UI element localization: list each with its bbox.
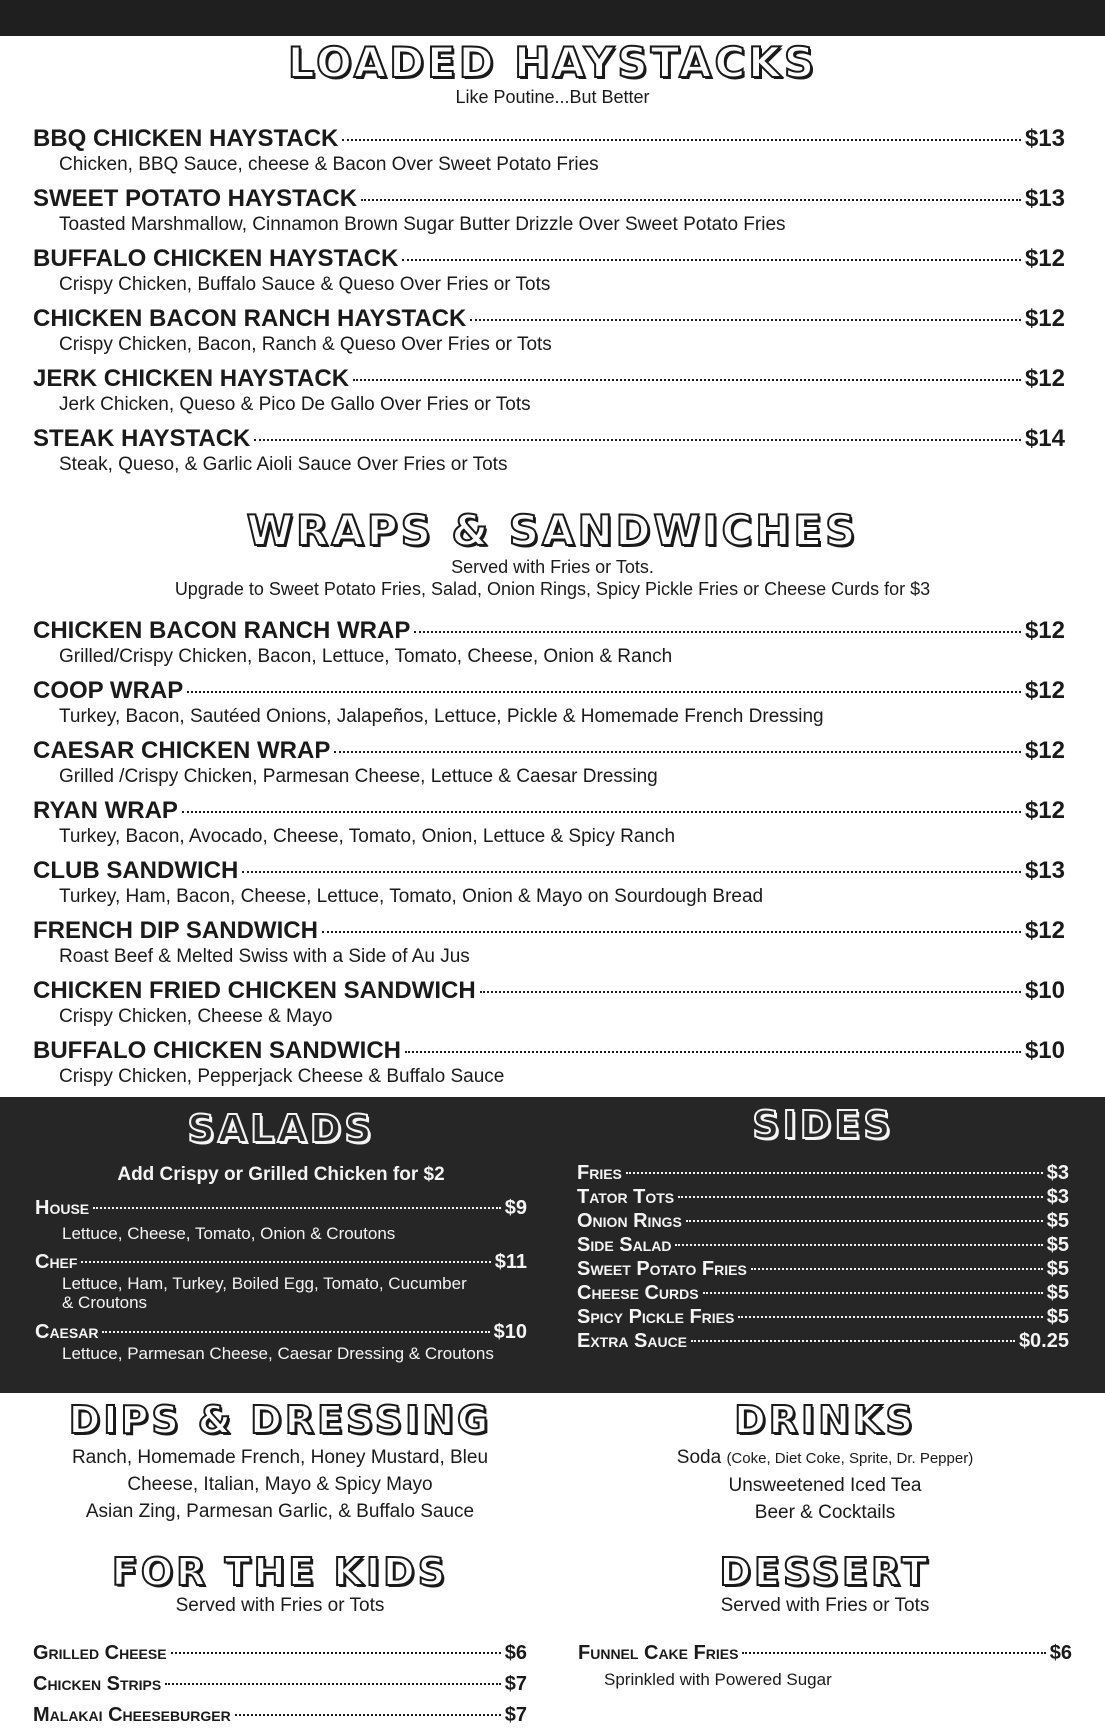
side-item (577, 1161, 1069, 1185)
dessert-section (578, 1550, 1072, 1692)
item-price: $13 (1024, 857, 1065, 884)
dot-leader (703, 1292, 1043, 1294)
dips-section (30, 1398, 530, 1525)
kids-subtitle: Served with Fries or Tots (175, 1595, 385, 1616)
menu-item (33, 245, 1065, 305)
item-price: $12 (1024, 737, 1065, 764)
item-price: $12 (1024, 617, 1065, 644)
side-item (577, 1281, 1069, 1305)
item-price: $11 (494, 1251, 527, 1273)
item-price: $3 (1046, 1186, 1069, 1208)
dessert-title: DESSERT (719, 1550, 931, 1594)
item-price: $3 (1046, 1162, 1069, 1184)
item-name: House (35, 1197, 90, 1219)
item-price: $5 (1046, 1306, 1069, 1328)
dot-leader (470, 319, 1021, 321)
dot-leader (342, 139, 1021, 141)
drinks-section (580, 1398, 1070, 1526)
drinks-soda (580, 1444, 1070, 1472)
wraps-upgrade-note: Upgrade to Sweet Potato Fries, Salad, Onion Rings, Spicy Pickle Fries or Cheese Curds for $3 (174, 579, 931, 599)
menu-item (33, 677, 1065, 737)
dot-leader (242, 871, 1021, 873)
dot-leader (414, 631, 1021, 633)
item-name: CHICKEN FRIED CHICKEN SANDWICH (33, 977, 476, 1004)
dot-leader (322, 931, 1021, 933)
item-description: Grilled/Crispy Chicken, Bacon, Lettuce, Tomato, Cheese, Onion & Ranch (59, 646, 673, 667)
item-description: Turkey, Bacon, Avocado, Cheese, Tomato, Onion, Lettuce & Spicy Ranch (59, 826, 676, 847)
item-description: Jerk Chicken, Queso & Pico De Gallo Over Fries or Tots (59, 394, 531, 415)
salads-section (35, 1107, 527, 1363)
salads-subtitle: Add Crispy or Grilled Chicken for $2 (117, 1164, 445, 1185)
dot-leader (182, 811, 1021, 813)
dot-leader (686, 1220, 1043, 1222)
dot-leader (678, 1196, 1043, 1198)
wraps-subtitle: Served with Fries or Tots. (451, 557, 654, 577)
item-name: BUFFALO CHICKEN HAYSTACK (33, 245, 399, 272)
dot-leader (751, 1268, 1043, 1270)
sides-list (577, 1161, 1069, 1353)
item-name: Spicy Pickle Fries (577, 1306, 735, 1328)
item-name: RYAN WRAP (33, 797, 178, 824)
item-name: Cheese Curds (577, 1282, 699, 1304)
dips-title: DIPS & DRESSING (68, 1398, 492, 1442)
item-price: $13 (1024, 185, 1065, 212)
dot-leader (102, 1331, 489, 1333)
item-price: $9 (504, 1197, 527, 1219)
salads-title: SALADS (187, 1107, 375, 1151)
item-description: Toasted Marshmallow, Cinnamon Brown Sugar Butter Drizzle Over Sweet Potato Fries (59, 214, 786, 235)
menu-item (33, 305, 1065, 365)
item-description: Crispy Chicken, Bacon, Ranch & Queso Over Fries or Tots (59, 334, 552, 355)
item-price: $5 (1046, 1234, 1069, 1256)
salads-sides-band (0, 1097, 1105, 1393)
dot-leader (93, 1207, 501, 1209)
item-price: $7 (504, 1673, 527, 1695)
menu-item (33, 797, 1065, 857)
menu-item (33, 365, 1065, 425)
kids-item (33, 1671, 527, 1702)
drinks-line: Unsweetened Iced Tea (728, 1475, 922, 1496)
item-name: Fries (577, 1162, 622, 1184)
item-description: Sprinkled with Powered Sugar (604, 1670, 832, 1689)
item-name: CLUB SANDWICH (33, 857, 239, 884)
item-name: JERK CHICKEN HAYSTACK (33, 365, 350, 392)
item-description: Turkey, Ham, Bacon, Cheese, Lettuce, Tomato, Onion & Mayo on Sourdough Bread (59, 886, 764, 907)
item-description: Lettuce, Parmesan Cheese, Caesar Dressing & Croutons (62, 1344, 494, 1363)
wraps-title: WRAPS & SANDWICHES (246, 506, 859, 555)
item-name: Sweet Potato Fries (577, 1258, 747, 1280)
dot-leader (405, 1051, 1021, 1053)
item-description: Crispy Chicken, Buffalo Sauce & Queso Over Fries or Tots (59, 274, 551, 295)
haystacks-subtitle: Like Poutine...But Better (455, 87, 650, 107)
item-description: Grilled /Crispy Chicken, Parmesan Cheese, Lettuce & Caesar Dressing (59, 766, 658, 787)
item-price: $5 (1046, 1282, 1069, 1304)
item-name: Grilled Cheese (33, 1642, 167, 1664)
side-item (577, 1305, 1069, 1329)
item-price: $12 (1024, 365, 1065, 392)
menu-item (33, 977, 1065, 1037)
menu-item (33, 917, 1065, 977)
drinks-title: DRINKS (734, 1398, 916, 1442)
item-price: $10 (493, 1321, 527, 1343)
item-price: $10 (1024, 977, 1065, 1004)
menu-item (33, 617, 1065, 677)
kids-list (33, 1640, 527, 1733)
dot-leader (361, 199, 1021, 201)
haystacks-list (33, 125, 1065, 485)
item-name: Extra Sauce (577, 1330, 688, 1352)
item-description: Steak, Queso, & Garlic Aioli Sauce Over Fries or Tots (59, 454, 508, 475)
soda-label: Soda (676, 1447, 722, 1468)
item-name: Chicken Strips (33, 1673, 162, 1695)
item-name: STEAK HAYSTACK (33, 425, 251, 452)
side-item (577, 1209, 1069, 1233)
item-price: $14 (1024, 425, 1065, 452)
item-price: $13 (1024, 125, 1065, 152)
dot-leader (691, 1340, 1015, 1342)
item-price: $10 (1024, 1037, 1065, 1064)
item-description: Roast Beef & Melted Swiss with a Side of Au Jus (59, 946, 470, 967)
dot-leader (187, 691, 1021, 693)
item-name: BUFFALO CHICKEN SANDWICH (33, 1037, 401, 1064)
item-price: $6 (504, 1642, 527, 1664)
item-price: $12 (1024, 917, 1065, 944)
item-price: $5 (1046, 1210, 1069, 1232)
salad-item (35, 1320, 527, 1363)
dot-leader (165, 1683, 501, 1685)
side-item (577, 1233, 1069, 1257)
drinks-line: Beer & Cocktails (754, 1502, 896, 1523)
dot-leader (675, 1244, 1042, 1246)
dot-leader (334, 751, 1021, 753)
dot-leader (171, 1652, 501, 1654)
dips-line: Asian Zing, Parmesan Garlic, & Buffalo Sauce (85, 1501, 475, 1522)
item-name: CHICKEN BACON RANCH HAYSTACK (33, 305, 467, 332)
dot-leader (480, 991, 1021, 993)
item-description: Crispy Chicken, Cheese & Mayo (59, 1006, 333, 1027)
top-border-bar (0, 0, 1105, 36)
salad-item (35, 1250, 527, 1316)
item-price: $6 (1049, 1642, 1072, 1664)
item-name: COOP WRAP (33, 677, 184, 704)
haystacks-title: LOADED HAYSTACKS (287, 38, 818, 87)
kids-section (33, 1550, 527, 1733)
side-item (577, 1329, 1069, 1353)
item-name: Malakai Cheeseburger (33, 1704, 231, 1726)
item-name: BBQ CHICKEN HAYSTACK (33, 125, 339, 152)
sides-title: SIDES (752, 1103, 894, 1147)
item-description: Chicken, BBQ Sauce, cheese & Bacon Over Sweet Potato Fries (59, 154, 599, 175)
kids-title: FOR THE KIDS (111, 1550, 449, 1594)
menu-item (33, 857, 1065, 917)
dot-leader (402, 259, 1021, 261)
item-name: Tator Tots (577, 1186, 675, 1208)
item-price: $12 (1024, 797, 1065, 824)
kids-item (33, 1640, 527, 1671)
item-name: Side Salad (577, 1234, 672, 1256)
dot-leader (742, 1652, 1045, 1654)
dot-leader (235, 1714, 501, 1716)
side-item (577, 1185, 1069, 1209)
dessert-list (578, 1640, 1072, 1692)
dot-leader (81, 1261, 490, 1263)
dessert-item (578, 1640, 1072, 1692)
dips-line: Ranch, Homemade French, Honey Mustard, Bleu (71, 1447, 489, 1468)
item-name: FRENCH DIP SANDWICH (33, 917, 318, 944)
menu-item (33, 1037, 1065, 1097)
item-price: $12 (1024, 677, 1065, 704)
soda-detail: (Coke, Diet Coke, Sprite, Dr. Pepper) (726, 1450, 974, 1467)
menu-item (33, 737, 1065, 797)
item-name: CHICKEN BACON RANCH WRAP (33, 617, 411, 644)
item-name: SWEET POTATO HAYSTACK (33, 185, 358, 212)
menu-item (33, 125, 1065, 185)
dot-leader (254, 439, 1021, 441)
item-name: CAESAR CHICKEN WRAP (33, 737, 331, 764)
item-name: Onion Rings (577, 1210, 682, 1232)
kids-item (33, 1702, 527, 1733)
sides-section (577, 1103, 1069, 1353)
dot-leader (353, 379, 1021, 381)
dot-leader (626, 1172, 1043, 1174)
wraps-list (33, 617, 1065, 1097)
dessert-subtitle: Served with Fries or Tots (720, 1595, 930, 1616)
menu-item (33, 425, 1065, 485)
side-item (577, 1257, 1069, 1281)
menu-item (33, 185, 1065, 245)
dips-line: Cheese, Italian, Mayo & Spicy Mayo (127, 1474, 433, 1495)
item-description: Crispy Chicken, Pepperjack Cheese & Buffalo Sauce (59, 1066, 505, 1087)
item-name: Chef (35, 1251, 78, 1273)
item-name: Funnel Cake Fries (578, 1642, 739, 1664)
item-price: $5 (1046, 1258, 1069, 1280)
item-description: Lettuce, Cheese, Tomato, Onion & Croutons (62, 1224, 396, 1243)
item-price: $12 (1024, 245, 1065, 272)
item-name: Caesar (35, 1321, 99, 1343)
item-price: $12 (1024, 305, 1065, 332)
item-price: $7 (504, 1704, 527, 1726)
item-description: Turkey, Bacon, Sautéed Onions, Jalapeños, Lettuce, Pickle & Homemade French Dressing (59, 706, 824, 727)
dot-leader (738, 1316, 1042, 1318)
item-price: $0.25 (1018, 1330, 1069, 1352)
item-description: Lettuce, Ham, Turkey, Boiled Egg, Tomato, Cucumber & Croutons (62, 1274, 467, 1312)
salad-item (35, 1196, 527, 1242)
